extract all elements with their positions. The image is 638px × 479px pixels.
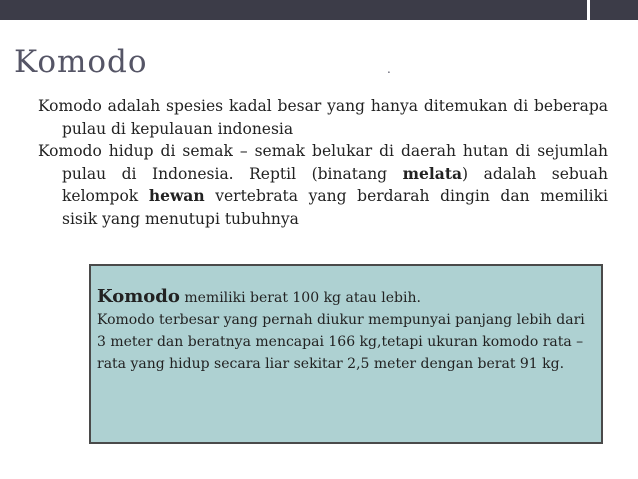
- habitat-text-1: Komodo hidup di semak – semak belukar di daerah hutan di sejumlah pulau di Indonesia. Reptil (binatang: [38, 142, 608, 183]
- info-box-lead: Komodo: [97, 286, 180, 307]
- paragraph-habitat: [38, 140, 608, 230]
- bold-term-melata: melata: [402, 163, 463, 183]
- title-mark: .: [387, 62, 391, 76]
- top-bar: [0, 0, 638, 20]
- info-box-lead-rest: memiliki berat 100 kg atau lebih.: [179, 290, 421, 306]
- bold-term-hewan: hewan: [148, 186, 205, 205]
- slide-body: [38, 95, 608, 230]
- info-box: [89, 264, 603, 444]
- info-box-text: [97, 286, 593, 375]
- info-box-body: Komodo terbesar yang pernah diukur mempunyai panjang lebih dari 3 meter dan beratnya mencapai 166 kg,tetapi ukuran komodo rata –rata yang hidup secara liar sekitar 2,5 meter dengan berat 91 kg.: [97, 312, 585, 372]
- habitat-text-2: ) adalah sebuah kelompok: [62, 164, 608, 205]
- slide-title: Komodo: [14, 44, 148, 80]
- paragraph-intro: Komodo adalah spesies kadal besar yang hanya ditemukan di beberapa pulau di kepulauan indonesia: [38, 97, 608, 138]
- top-bar-accent: [587, 0, 590, 48]
- habitat-text-3: vertebrata yang berdarah dingin dan memiliki sisik yang menutupi tubuhnya: [62, 187, 608, 228]
